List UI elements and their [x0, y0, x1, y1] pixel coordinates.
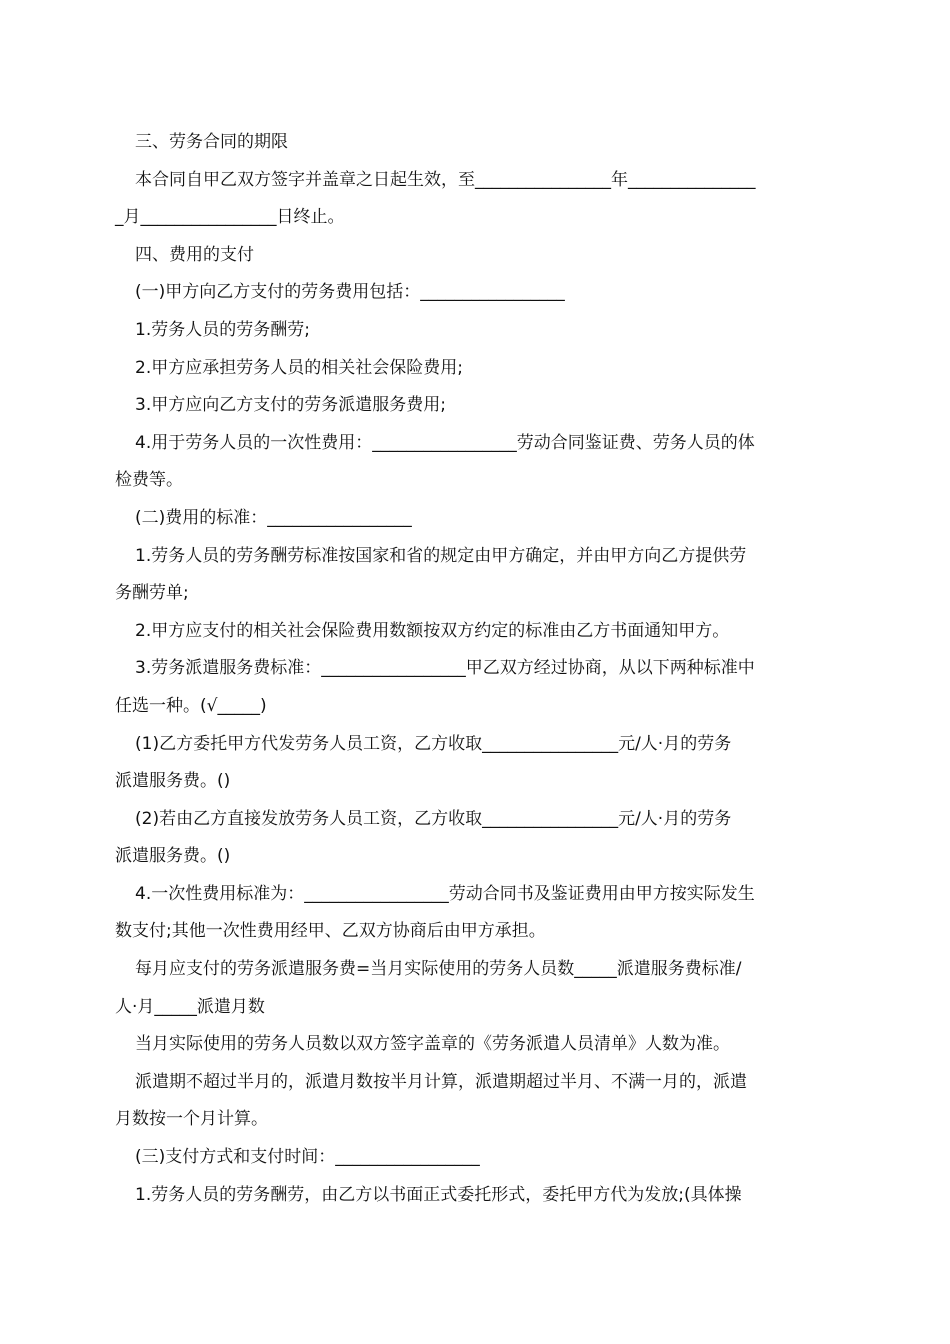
- list-item: 1.劳务人员的劳务酬劳标准按国家和省的规定由甲方确定，并由甲方向乙方提供劳: [135, 545, 747, 566]
- list-item: 1.劳务人员的劳务酬劳，由乙方以书面正式委托形式，委托甲方代为发放;(具体操: [135, 1184, 742, 1205]
- section-heading: 四、费用的支付: [135, 244, 254, 265]
- paragraph-line-continuation: 月数按一个月计算。: [115, 1109, 268, 1130]
- list-item-continuation: 务酬劳单;: [115, 583, 189, 604]
- paragraph-line: 当月实际使用的劳务人员数以双方签字盖章的《劳务派遣人员清单》人数为准。: [135, 1034, 730, 1055]
- section-heading: 三、劳务合同的期限: [135, 132, 288, 152]
- paragraph-line: 本合同自甲乙双方签字并盖章之日起生效，至________________年_______________: [135, 169, 756, 190]
- list-item: 4.用于劳务人员的一次性费用：_________________劳动合同鉴证费、劳务人员的体: [135, 432, 755, 453]
- list-item: 4.一次性费用标准为：_________________劳动合同书及鉴证费用由甲方按实际发生: [135, 883, 755, 904]
- list-item: 2.甲方应承担劳务人员的相关社会保险费用;: [135, 357, 463, 378]
- paragraph-line: 派遣期不超过半月的，派遣月数按半月计算，派遣期超过半月、不满一月的，派遣: [135, 1071, 747, 1092]
- document-body: [115, 124, 836, 1214]
- formula-line: 每月应支付的劳务派遣服务费=当月实际使用的劳务人员数_____派遣服务费标准/: [135, 959, 742, 980]
- formula-line-continuation: 人·月_____派遣月数: [115, 996, 265, 1017]
- list-item-continuation: 检费等。: [115, 470, 183, 491]
- list-item: 3.劳务派遣服务费标准：_________________甲乙双方经过协商，从以下两种标准中: [135, 658, 755, 679]
- list-item-continuation: 数支付;其他一次性费用经甲、乙双方协商后由甲方承担。: [115, 921, 546, 942]
- option-item: (1)乙方委托甲方代发劳务人员工资，乙方收取________________元/人·月的劳务: [135, 733, 732, 754]
- option-item-continuation: 派遣服务费。(): [115, 771, 231, 792]
- list-item: 2.甲方应支付的相关社会保险费用数额按双方约定的标准由乙方书面通知甲方。: [135, 620, 730, 641]
- subsection-heading: (二)费用的标准：_________________: [135, 507, 412, 528]
- option-item-continuation: 派遣服务费。(): [115, 846, 231, 867]
- list-item: 3.甲方应向乙方支付的劳务派遣服务费用;: [135, 395, 446, 416]
- list-item: 1.劳务人员的劳务酬劳;: [135, 319, 310, 340]
- paragraph-line: _月________________日终止。: [115, 207, 345, 228]
- subsection-heading: (一)甲方向乙方支付的劳务费用包括：_________________: [135, 282, 565, 303]
- subsection-heading: (三)支付方式和支付时间：_________________: [135, 1147, 480, 1168]
- list-item-continuation: 任选一种。(√_____): [115, 695, 267, 716]
- option-item: (2)若由乙方直接发放劳务人员工资，乙方收取________________元/人·月的劳务: [135, 808, 732, 829]
